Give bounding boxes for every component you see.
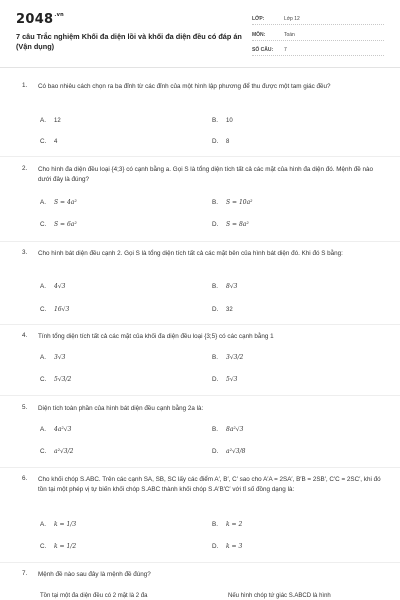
question-text: Cho hình đa diện đều loại {4;3} có cạnh bằng a. Gọi S là tổng diện tích tất cả các mặt của hình đa diện đó. Mệnh đề nào dưới đây là đúng? (38, 166, 374, 183)
question-number: 7. (22, 570, 28, 577)
option-a[interactable]: A. k = 1/3 (40, 521, 77, 528)
question-separator (0, 467, 400, 468)
subject-info (252, 30, 384, 41)
class-info (252, 14, 384, 25)
header-divider (0, 67, 400, 68)
question-2 (22, 165, 392, 241)
option-a[interactable]: A. 12 (40, 117, 61, 124)
document-header (0, 0, 400, 66)
option-b[interactable]: Nếu hình chóp tứ giác S.ABCD là hình (228, 593, 331, 599)
question-separator (0, 156, 400, 157)
option-b[interactable]: B. 3√3/2 (212, 354, 244, 361)
question-text: Tính tổng diện tích tất cả các mặt của khối đa diện đều loại {3;5} có các cạnh bằng 1 (38, 333, 274, 340)
question-number: 1. (22, 82, 28, 89)
subject-label: MÔN: (252, 32, 266, 38)
option-b[interactable]: B. k = 2 (212, 521, 243, 528)
question-3 (22, 249, 392, 325)
option-c[interactable]: C. 16√3 (40, 306, 70, 313)
option-d[interactable]: D. 32 (212, 306, 233, 313)
question-number: 2. (22, 165, 28, 172)
question-4 (22, 332, 392, 398)
option-d[interactable]: D. k = 3 (212, 543, 243, 550)
option-c[interactable]: C. k = 1/2 (40, 543, 77, 550)
question-text: Mệnh đề nào sau đây là mệnh đề đúng? (38, 571, 151, 578)
option-c[interactable]: C. S = 6a² (40, 221, 77, 228)
option-c[interactable]: C. a²√3/2 (40, 448, 74, 455)
option-b[interactable]: B. 10 (212, 117, 233, 124)
option-b[interactable]: B. 8a²√3 (212, 426, 244, 433)
question-7 (22, 570, 392, 600)
question-count-info (252, 45, 384, 56)
question-number: 6. (22, 475, 28, 482)
question-count-value: 7 (284, 47, 287, 53)
question-number: 5. (22, 404, 28, 411)
question-text: Diện tích toàn phần của hình bát diện đều cạnh bằng 2a là: (38, 405, 204, 412)
question-number: 3. (22, 249, 28, 256)
question-separator (0, 324, 400, 325)
subject-value: Toán (284, 32, 295, 38)
option-b[interactable]: B. 8√3 (212, 283, 238, 290)
option-c[interactable]: C. 4 (40, 138, 58, 145)
question-5 (22, 404, 392, 468)
option-a[interactable]: A. 4a²√3 (40, 426, 72, 433)
question-text: Cho hình bát diện đều cạnh 2. Gọi S là tổng diện tích tất cả các mặt bên của hình bát diện đó. Khi đó S bằng: (38, 250, 343, 257)
question-text: Cho khối chóp S.ABC. Trên các cạnh SA, SB, SC lấy các điểm A′, B′, C′ sao cho A′A = 2SA′, B′B = 2SB′, C′C = 2SC′, khi đó tồn tại một phép vị tự biến khối chóp S.ABC thành khối chóp S.A′B′C′ với tỉ số đồng dạng là: (38, 476, 381, 493)
question-text: Có bao nhiêu cách chọn ra ba đỉnh từ các đỉnh của một hình lập phương để thu được một tam giác đều? (38, 83, 331, 90)
page-title: 7 câu Trắc nghiệm Khối đa diện lồi và khối đa diện đều có đáp án (Vận dụng) (16, 32, 242, 51)
option-d[interactable]: D. 5√3 (212, 376, 238, 383)
class-label: LỚP: (252, 16, 265, 22)
site-logo[interactable]: $2048^{.vn}$ (16, 12, 65, 27)
class-value: Lớp 12 (284, 16, 300, 22)
question-count-label: SỐ CÂU: (252, 47, 274, 53)
question-separator (0, 562, 400, 563)
question-separator (0, 241, 400, 242)
option-a[interactable]: A. 4√3 (40, 283, 66, 290)
question-1 (22, 82, 392, 158)
option-a[interactable]: Tồn tại một đa diện đều có 2 mặt là 2 đa (40, 593, 148, 599)
option-d[interactable]: D. a²√3/8 (212, 448, 246, 455)
option-d[interactable]: D. S = 8a² (212, 221, 249, 228)
question-6 (22, 475, 392, 561)
question-number: 4. (22, 332, 28, 339)
question-separator (0, 395, 400, 396)
option-b[interactable]: B. S = 10a² (212, 199, 253, 206)
option-d[interactable]: D. 8 (212, 138, 230, 145)
option-c[interactable]: C. 5√3/2 (40, 376, 72, 383)
option-a[interactable]: A. S = 4a² (40, 199, 77, 206)
option-a[interactable]: A. 3√3 (40, 354, 66, 361)
